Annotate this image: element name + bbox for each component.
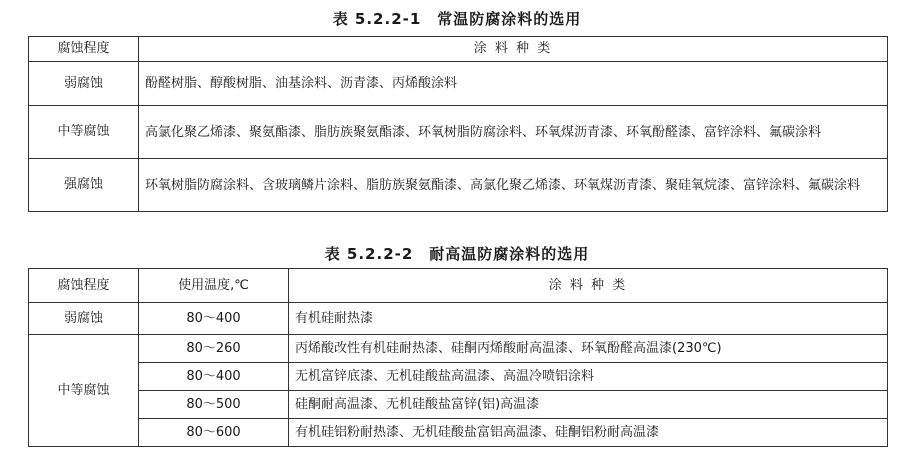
table-row bbox=[29, 335, 888, 363]
coating-types: 无机富锌底漆、无机硅酸盐高温漆、高温冷喷铝涂料 bbox=[289, 363, 888, 391]
temperature-range: 80～400 bbox=[139, 303, 289, 335]
coating-types: 环氧树脂防腐涂料、含玻璃鳞片涂料、脂肪族聚氨酯漆、高氯化聚乙烯漆、环氧煤沥青漆、聚硅氧烷漆、富锌涂料、氟碳涂料 bbox=[139, 159, 888, 212]
corrosion-level: 弱腐蚀 bbox=[29, 303, 139, 335]
coating-types: 高氯化聚乙烯漆、聚氨酯漆、脂肪族聚氨酯漆、环氧树脂防腐涂料、环氧煤沥青漆、环氧酚醛漆、富锌涂料、氟碳涂料 bbox=[139, 106, 888, 159]
coating-types: 硅酮耐高温漆、无机硅酸盐富锌(铝)高温漆 bbox=[289, 391, 888, 419]
coating-types: 有机硅铝粉耐热漆、无机硅酸盐富铝高温漆、硅酮铝粉耐高温漆 bbox=[289, 419, 888, 447]
table-header-row bbox=[29, 37, 888, 62]
coating-types: 有机硅耐热漆 bbox=[289, 303, 888, 335]
header-coating-types: 涂 料 种 类 bbox=[289, 269, 888, 303]
corrosion-level: 中等腐蚀 bbox=[29, 335, 139, 447]
table-high-temperature-coatings bbox=[28, 268, 888, 447]
table-row bbox=[29, 303, 888, 335]
table-row bbox=[29, 159, 888, 212]
table-row bbox=[29, 106, 888, 159]
corrosion-level: 中等腐蚀 bbox=[29, 106, 139, 159]
temperature-range: 80～600 bbox=[139, 419, 289, 447]
table-row bbox=[29, 363, 888, 391]
corrosion-level: 强腐蚀 bbox=[29, 159, 139, 212]
table2-caption: 表 5.2.2-2 耐高温防腐涂料的选用 bbox=[324, 245, 590, 263]
table-header-row bbox=[29, 269, 888, 303]
coating-types: 丙烯酸改性有机硅耐热漆、硅酮丙烯酸耐高温漆、环氧酚醛高温漆(230℃) bbox=[289, 335, 888, 363]
table-room-temperature-coatings bbox=[28, 36, 888, 212]
table-row bbox=[29, 391, 888, 419]
table-row bbox=[29, 419, 888, 447]
corrosion-level: 弱腐蚀 bbox=[29, 62, 139, 106]
header-coating-types: 涂 料 种 类 bbox=[139, 37, 888, 62]
header-corrosion-level: 腐蚀程度 bbox=[29, 269, 139, 303]
temperature-range: 80～400 bbox=[139, 363, 289, 391]
table-row bbox=[29, 62, 888, 106]
temperature-range: 80～260 bbox=[139, 335, 289, 363]
table1-caption: 表 5.2.2-1 常温防腐涂料的选用 bbox=[332, 10, 582, 28]
header-temperature: 使用温度,℃ bbox=[139, 269, 289, 303]
header-corrosion-level: 腐蚀程度 bbox=[29, 37, 139, 62]
temperature-range: 80～500 bbox=[139, 391, 289, 419]
coating-types: 酚醛树脂、醇酸树脂、油基涂料、沥青漆、丙烯酸涂料 bbox=[139, 62, 888, 106]
